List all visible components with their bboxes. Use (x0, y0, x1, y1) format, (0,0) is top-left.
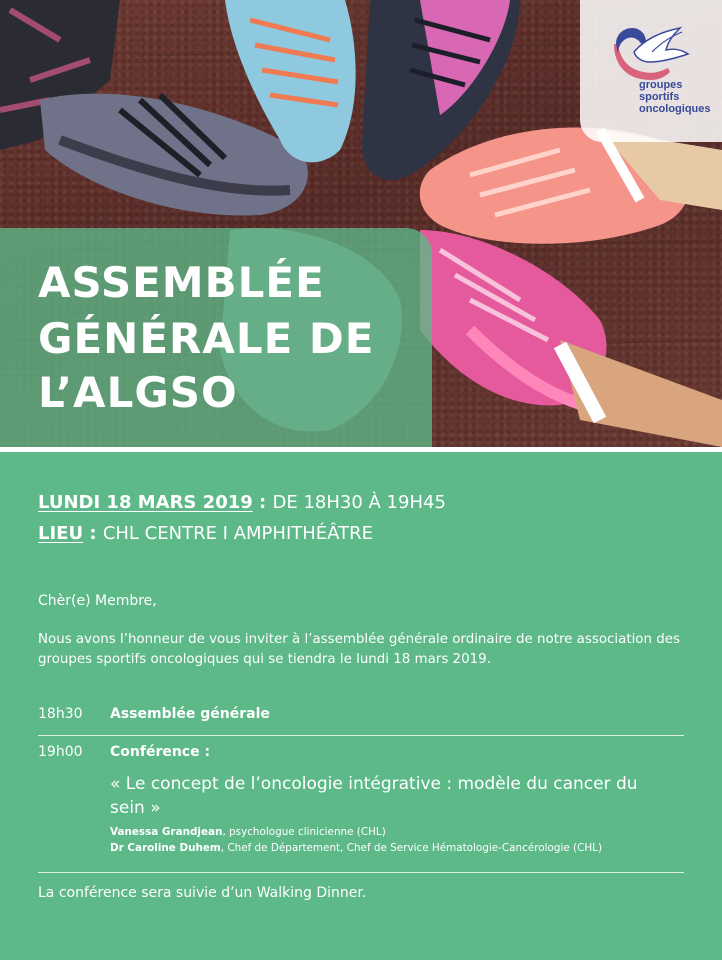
speaker-1-name: Vanessa Grandjean (110, 826, 223, 838)
place-label: LIEU (38, 523, 84, 544)
greeting: Chèr(e) Membre, (38, 593, 157, 609)
talk-title: « Le concept de l’oncologie intégrative : modèle du cancer du sein » (110, 774, 638, 818)
logo-text-line-3: oncologiques (639, 103, 711, 115)
program-time-2: 19h00 (38, 744, 83, 760)
title-line-2: GÉNÉRALE DE (38, 314, 375, 363)
logo-text-line-2: sportifs (639, 91, 680, 103)
date-value: DE 18H30 À 19H45 (272, 492, 446, 513)
program-title-1: Assemblée générale (110, 706, 270, 722)
place-value: CHL CENTRE I AMPHITHÉÂTRE (102, 523, 373, 544)
logo (580, 0, 722, 142)
hero-photo (0, 0, 722, 447)
divider-line (38, 872, 684, 873)
closing-note: La conférence sera suivie d’un Walking Dinner. (38, 885, 367, 901)
divider-line (38, 735, 684, 736)
hero-divider (0, 447, 722, 452)
speaker-2-name: Dr Caroline Duhem (110, 842, 221, 854)
place-separator: : (83, 523, 103, 544)
speaker-2 (110, 842, 602, 854)
speaker-1 (110, 826, 386, 838)
logo-text-line-1: groupes (639, 79, 683, 91)
speaker-2-role: , Chef de Département, Chef de Service Hématologie-Cancérologie (CHL) (220, 842, 603, 854)
intro-paragraph: Nous avons l’honneur de vous inviter à l’assemblée générale ordinaire de notre association des groupes sportifs oncologiques qui se tiendra le lundi 18 mars 2019. (38, 632, 680, 667)
program-time-1: 18h30 (38, 706, 83, 722)
speaker-1-role: , psychologue clinicienne (CHL) (222, 826, 386, 838)
event-place (38, 523, 373, 544)
title-line-3: L’ALGSO (38, 368, 238, 417)
program-title-2: Conférence : (110, 744, 211, 760)
date-separator: : (252, 492, 273, 513)
event-date (38, 492, 446, 513)
dove-icon (610, 22, 690, 84)
title-line-1: ASSEMBLÉE (38, 258, 325, 307)
date-label: LUNDI 18 MARS 2019 (38, 492, 253, 513)
